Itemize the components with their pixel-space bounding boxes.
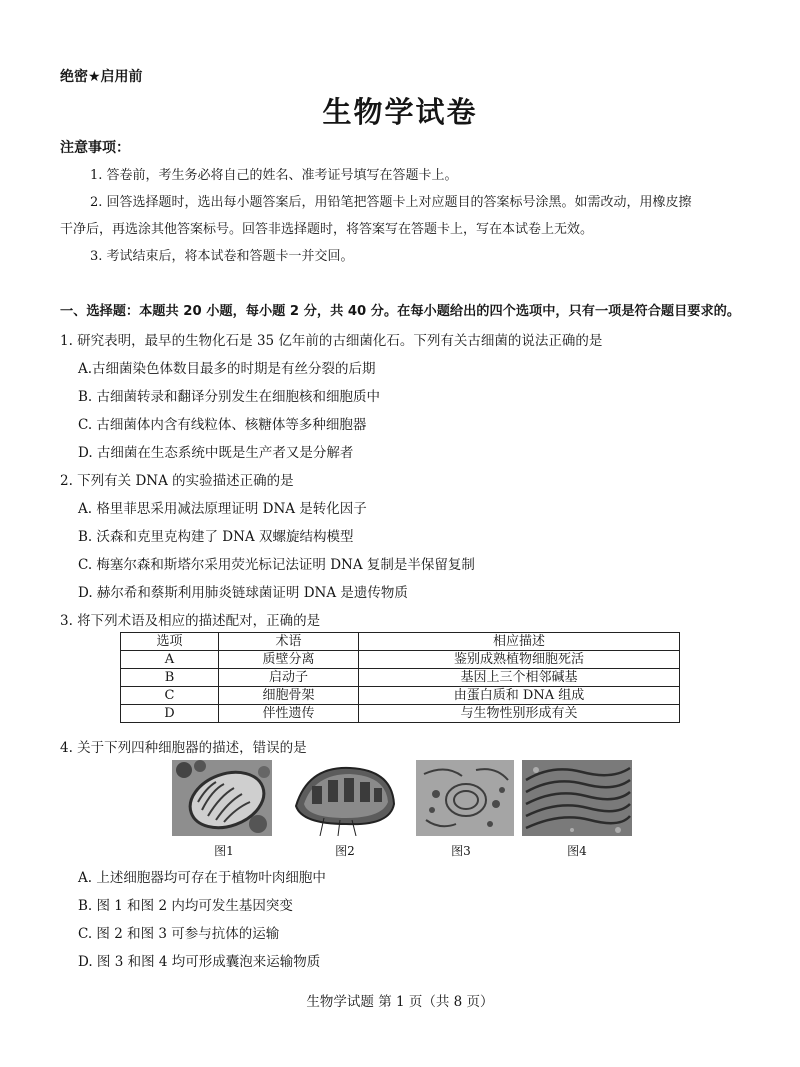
table-header-desc: 相应描述	[359, 633, 680, 651]
table-cell-option: D	[121, 705, 219, 723]
secret-mark: 绝密★启用前	[60, 69, 143, 85]
table-cell-option: C	[121, 687, 219, 705]
figure-2-chloroplast-image	[290, 760, 398, 836]
question-2-option-a: A. 格里菲思采用减法原理证明 DNA 是转化因子	[78, 501, 367, 517]
notice-item-2-line-2: 干净后，再选涂其他答案标号。回答非选择题时，将答案写在答题卡上，写在本试卷上无效。	[60, 222, 594, 237]
table-cell-option: B	[121, 669, 219, 687]
question-1-option-c: C. 古细菌体内含有线粒体、核糖体等多种细胞器	[78, 417, 367, 433]
table-header-option: 选项	[121, 633, 219, 651]
question-4-option-b: B. 图 1 和图 2 内均可发生基因突变	[78, 898, 293, 914]
question-2-stem: 2. 下列有关 DNA 的实验描述正确的是	[60, 473, 294, 489]
question-2-option-d: D. 赫尔希和蔡斯利用肺炎链球菌证明 DNA 是遗传物质	[78, 585, 408, 601]
table-row	[121, 687, 680, 705]
figure-1-mitochondrion-image	[172, 760, 272, 836]
question-4-stem: 4. 关于下列四种细胞器的描述，错误的是	[60, 740, 307, 756]
page-footer: 生物学试题 第 1 页（共 8 页）	[306, 994, 494, 1010]
figure-4-caption: 图4	[567, 844, 587, 858]
question-2-option-b: B. 沃森和克里克构建了 DNA 双螺旋结构模型	[78, 529, 354, 545]
table-cell-term: 伴性遗传	[219, 705, 359, 723]
figure-3-golgi-image	[416, 760, 514, 836]
figure-2-caption: 图2	[335, 844, 355, 858]
notice-item-1: 1. 答卷前，考生务必将自己的姓名、准考证号填写在答题卡上。	[90, 168, 458, 183]
figure-4-endoplasmic-reticulum-image	[522, 760, 632, 836]
table-row	[121, 669, 680, 687]
page-title: 生物学试卷	[322, 95, 478, 129]
table-cell-desc: 基因上三个相邻碱基	[359, 669, 680, 687]
figure-1-caption: 图1	[214, 844, 234, 858]
question-3-stem: 3. 将下列术语及相应的描述配对，正确的是	[60, 613, 321, 629]
table-cell-desc: 鉴别成熟植物细胞死活	[359, 651, 680, 669]
table-header-term: 术语	[219, 633, 359, 651]
table-cell-term: 细胞骨架	[219, 687, 359, 705]
notice-heading: 注意事项：	[60, 140, 130, 156]
table-header-row	[121, 633, 680, 651]
table-row	[121, 651, 680, 669]
question-4-option-c: C. 图 2 和图 3 可参与抗体的运输	[78, 926, 280, 942]
table-cell-term: 质壁分离	[219, 651, 359, 669]
table-row	[121, 705, 680, 723]
question-1-stem: 1. 研究表明，最早的生物化石是 35 亿年前的古细菌化石。下列有关古细菌的说法正确的是	[60, 333, 603, 349]
question-4-option-a: A. 上述细胞器均可存在于植物叶肉细胞中	[78, 870, 326, 886]
figure-3-caption: 图3	[451, 844, 471, 858]
question-2-option-c: C. 梅塞尔森和斯塔尔采用荧光标记法证明 DNA 复制是半保留复制	[78, 557, 475, 573]
question-1-option-d: D. 古细菌在生态系统中既是生产者又是分解者	[78, 445, 354, 461]
notice-item-3: 3. 考试结束后，将本试卷和答题卡一并交回。	[90, 249, 354, 264]
table-cell-term: 启动子	[219, 669, 359, 687]
table-cell-desc: 与生物性别形成有关	[359, 705, 680, 723]
question-4-option-d: D. 图 3 和图 4 均可形成囊泡来运输物质	[78, 954, 321, 970]
question-3-table	[120, 632, 680, 723]
question-1-option-a: A.古细菌染色体数目最多的时期是有丝分裂的后期	[78, 361, 376, 377]
section-heading: 一、选择题：本题共 20 小题，每小题 2 分，共 40 分。在每小题给出的四个选项中，只有一项是符合题目要求的。	[60, 304, 741, 319]
table-cell-option: A	[121, 651, 219, 669]
table-cell-desc: 由蛋白质和 DNA 组成	[359, 687, 680, 705]
question-1-option-b: B. 古细菌转录和翻译分别发生在细胞核和细胞质中	[78, 389, 381, 405]
notice-item-2-line-1: 2. 回答选择题时，选出每小题答案后，用铅笔把答题卡上对应题目的答案标号涂黑。如需改动，用橡皮擦	[90, 195, 692, 210]
